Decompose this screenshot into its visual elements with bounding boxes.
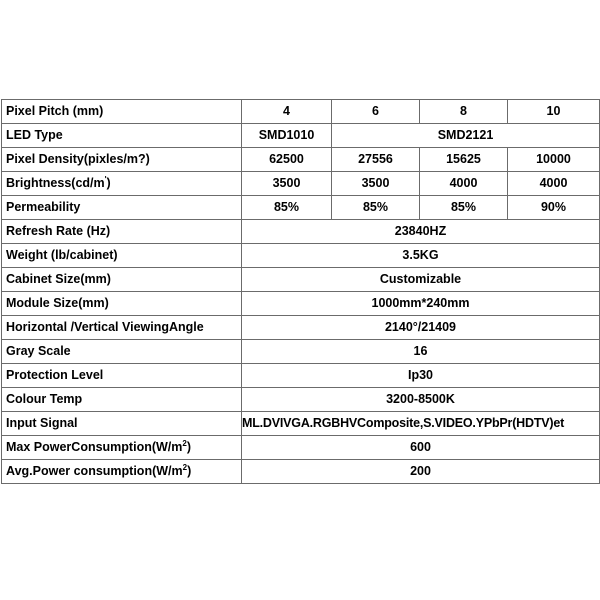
row-label [2, 460, 242, 484]
cell-value: 16 [242, 340, 600, 364]
row-label: Weight (lb/cabinet) [2, 244, 242, 268]
cell-value: 85% [420, 196, 508, 220]
cell-value: 2140°/21409 [242, 316, 600, 340]
table-row-cabinet-size [2, 268, 600, 292]
row-label: Gray Scale [2, 340, 242, 364]
row-label: Horizontal /Vertical ViewingAngle [2, 316, 242, 340]
row-label-text: Brightness(cd/m [6, 176, 105, 190]
cell-value: 600 [242, 436, 600, 460]
cell-value: 3500 [242, 172, 332, 196]
row-label: Refresh Rate (Hz) [2, 220, 242, 244]
table-row-colour-temp [2, 388, 600, 412]
row-label: Pixel Pitch (mm) [2, 100, 242, 124]
cell-value: ML.DVIVGA.RGBHVComposite,S.VIDEO.YPbPr(HDTV)et [242, 412, 600, 436]
row-label-text: Max PowerConsumption(W/m [6, 440, 183, 454]
table-row-brightness [2, 172, 600, 196]
row-label-end: ) [106, 176, 111, 190]
row-label-text: Avg.Power consumption(W/m [6, 464, 183, 478]
table-row-permeability [2, 196, 600, 220]
row-label: LED Type [2, 124, 242, 148]
cell-value: 3200-8500K [242, 388, 600, 412]
cell-value: 85% [242, 196, 332, 220]
table-row-pixel-density [2, 148, 600, 172]
row-label-sup: 2 [182, 462, 188, 472]
row-label-end: ) [187, 464, 192, 478]
row-label: Colour Temp [2, 388, 242, 412]
led-spec-table [1, 99, 600, 484]
row-label: Protection Level [2, 364, 242, 388]
row-label [2, 436, 242, 460]
table-row-weight [2, 244, 600, 268]
table-row-avg-power [2, 460, 600, 484]
cell-value: 200 [242, 460, 600, 484]
cell-value: 90% [508, 196, 600, 220]
table-row-led-type [2, 124, 600, 148]
row-label [2, 172, 242, 196]
cell-value: 8 [420, 100, 508, 124]
row-label: Module Size(mm) [2, 292, 242, 316]
row-label-end: ) [186, 440, 192, 454]
cell-value: 27556 [332, 148, 420, 172]
cell-value: 10000 [508, 148, 600, 172]
cell-value: 85% [332, 196, 420, 220]
cell-value: 10 [508, 100, 600, 124]
table-row-input-signal [2, 412, 600, 436]
row-label: Cabinet Size(mm) [2, 268, 242, 292]
cell-value: 1000mm*240mm [242, 292, 600, 316]
cell-value: 62500 [242, 148, 332, 172]
cell-value: 4 [242, 100, 332, 124]
cell-value: Customizable [242, 268, 600, 292]
table-row-module-size [2, 292, 600, 316]
cell-value: 23840HZ [242, 220, 600, 244]
cell-value: Ip30 [242, 364, 600, 388]
table-row-max-power [2, 436, 600, 460]
cell-value: SMD2121 [332, 124, 600, 148]
cell-value: 6 [332, 100, 420, 124]
row-label-sup: ' [104, 174, 107, 184]
row-label: Permeability [2, 196, 242, 220]
cell-value: 4000 [420, 172, 508, 196]
row-label-sup: 2 [182, 438, 187, 448]
cell-value: SMD1010 [242, 124, 332, 148]
cell-value: 3500 [332, 172, 420, 196]
table-row-pixel-pitch [2, 100, 600, 124]
cell-value: 3.5KG [242, 244, 600, 268]
cell-value: 4000 [508, 172, 600, 196]
table-row-viewing-angle [2, 316, 600, 340]
table-row-refresh-rate [2, 220, 600, 244]
row-label: Input Signal [2, 412, 242, 436]
table-row-gray-scale [2, 340, 600, 364]
cell-value: 15625 [420, 148, 508, 172]
row-label: Pixel Density(pixles/m?) [2, 148, 242, 172]
table-row-protection-level [2, 364, 600, 388]
